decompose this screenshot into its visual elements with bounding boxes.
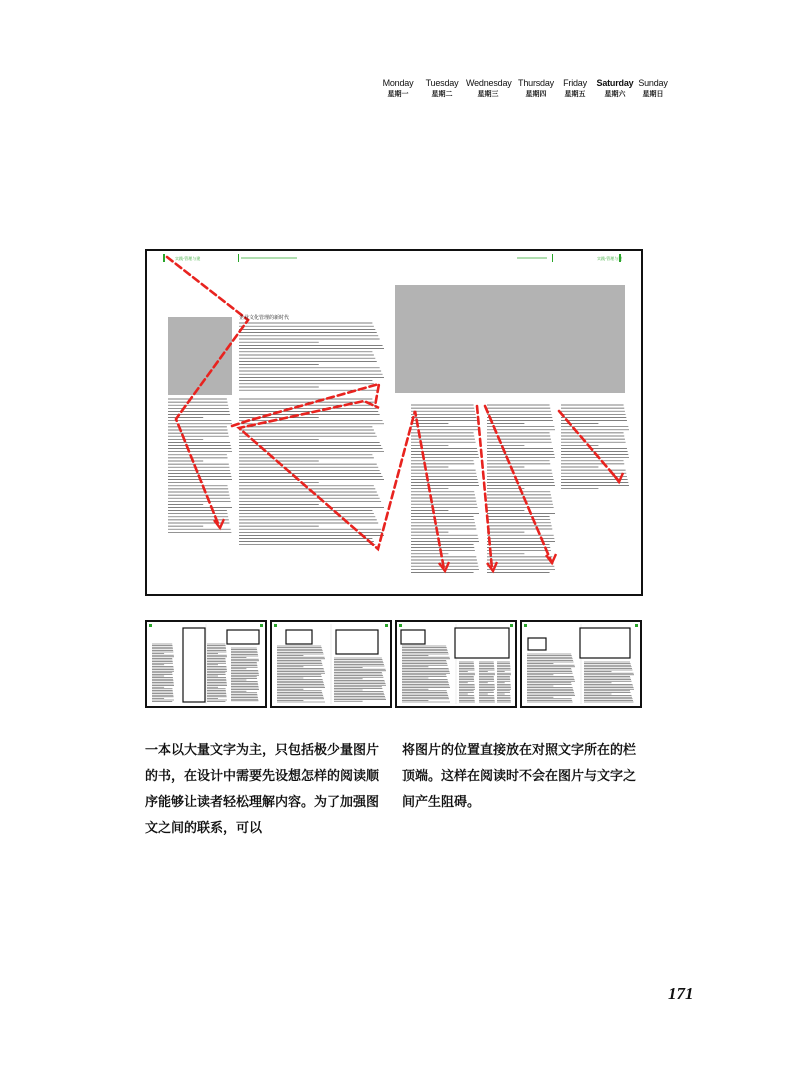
thumb-header-mark — [149, 624, 152, 627]
weekday-en-label: Tuesday — [425, 78, 459, 88]
weekday-zh-label: 星期一 — [387, 90, 409, 98]
article-title: 企业文化管理的新时代 — [239, 315, 290, 321]
weekday-saturday — [595, 78, 635, 99]
text-column-3 — [411, 405, 479, 572]
weekday-en-label: Friday — [563, 78, 587, 88]
image-placeholder — [395, 285, 625, 393]
thumb-header-mark — [524, 624, 527, 627]
weekday-en-label: Wednesday — [466, 78, 512, 88]
weekday-zh-label: 星期日 — [642, 90, 664, 98]
thumb-text-column — [152, 644, 174, 702]
header-divider — [552, 254, 553, 262]
spread-header-left: 实践·管理与建 — [175, 256, 201, 261]
spread-header-right: 实践·管理与建 — [597, 256, 623, 261]
thumb-text-column — [402, 646, 450, 702]
header-divider — [238, 254, 239, 262]
thumb-header-mark — [510, 624, 513, 627]
thumb-image-frame — [401, 630, 425, 644]
header-mark-left — [163, 254, 165, 262]
thumbnail-1 — [145, 620, 267, 708]
weekday-en-label: Monday — [382, 78, 414, 88]
arrowhead — [214, 519, 224, 528]
arrowhead — [613, 473, 623, 482]
page-number: 171 — [668, 984, 694, 1003]
thumb-text-column — [527, 654, 575, 702]
thumb-header-mark — [385, 624, 388, 627]
thumb-text-column — [497, 662, 511, 702]
thumb-text-column — [479, 662, 495, 702]
thumb-image-frame — [286, 630, 312, 644]
thumb-text-column — [459, 662, 475, 702]
weekday-thursday — [518, 78, 554, 99]
text-column-5 — [561, 405, 629, 489]
weekday-friday — [562, 78, 588, 99]
thumb-text-column — [277, 646, 325, 702]
text-column-2 — [239, 399, 384, 545]
thumb-header-mark — [399, 624, 402, 627]
weekday-en-label: Sunday — [638, 78, 668, 88]
thumb-text-column — [584, 662, 634, 702]
weekday-en-label: Saturday — [596, 78, 634, 88]
thumb-image-frame — [227, 630, 259, 644]
weekday-zh-label: 星期五 — [564, 90, 586, 98]
text-column-intro — [239, 323, 384, 390]
thumb-image-frame — [336, 630, 378, 654]
thumb-image-frame — [528, 638, 546, 650]
thumb-header-mark — [635, 624, 638, 627]
weekday-zh-label: 星期三 — [477, 90, 499, 98]
weekday-sunday — [638, 78, 668, 99]
weekday-monday — [380, 78, 416, 99]
thumb-image-frame — [455, 628, 509, 658]
spread-illustration — [147, 251, 641, 594]
thumbnail-4 — [520, 620, 642, 708]
weekday-zh-label: 星期六 — [604, 90, 626, 98]
weekday-tuesday — [424, 78, 460, 99]
weekday-en-label: Thursday — [518, 78, 554, 88]
caption-left: 一本以大量文字为主，只包括极少量图片的书，在设计中需要先设想怎样的阅读顺序能够让读者轻松理解内容。为了加强图文之间的联系，可以 — [145, 743, 380, 836]
layout-thumbnails — [145, 620, 643, 708]
thumb-image-frame — [183, 628, 205, 702]
weekday-wednesday — [466, 78, 510, 99]
thumb-header-mark — [274, 624, 277, 627]
thumbnail-3 — [395, 620, 517, 708]
thumbnail-2 — [270, 620, 392, 708]
thumb-text-column — [334, 658, 386, 701]
weekday-zh-label: 星期二 — [431, 90, 453, 98]
thumb-header-mark — [260, 624, 263, 627]
caption-right: 将图片的位置直接放在对照文字所在的栏顶端。这样在阅读时不会在图片与文字之间产生阻碍。 — [402, 743, 637, 810]
thumb-text-column — [207, 644, 227, 702]
weekday-zh-label: 星期四 — [525, 90, 547, 98]
book-spread-example — [145, 249, 643, 596]
weekday-bar — [380, 78, 670, 104]
thumb-image-frame — [580, 628, 630, 658]
thumb-text-column — [231, 648, 259, 701]
